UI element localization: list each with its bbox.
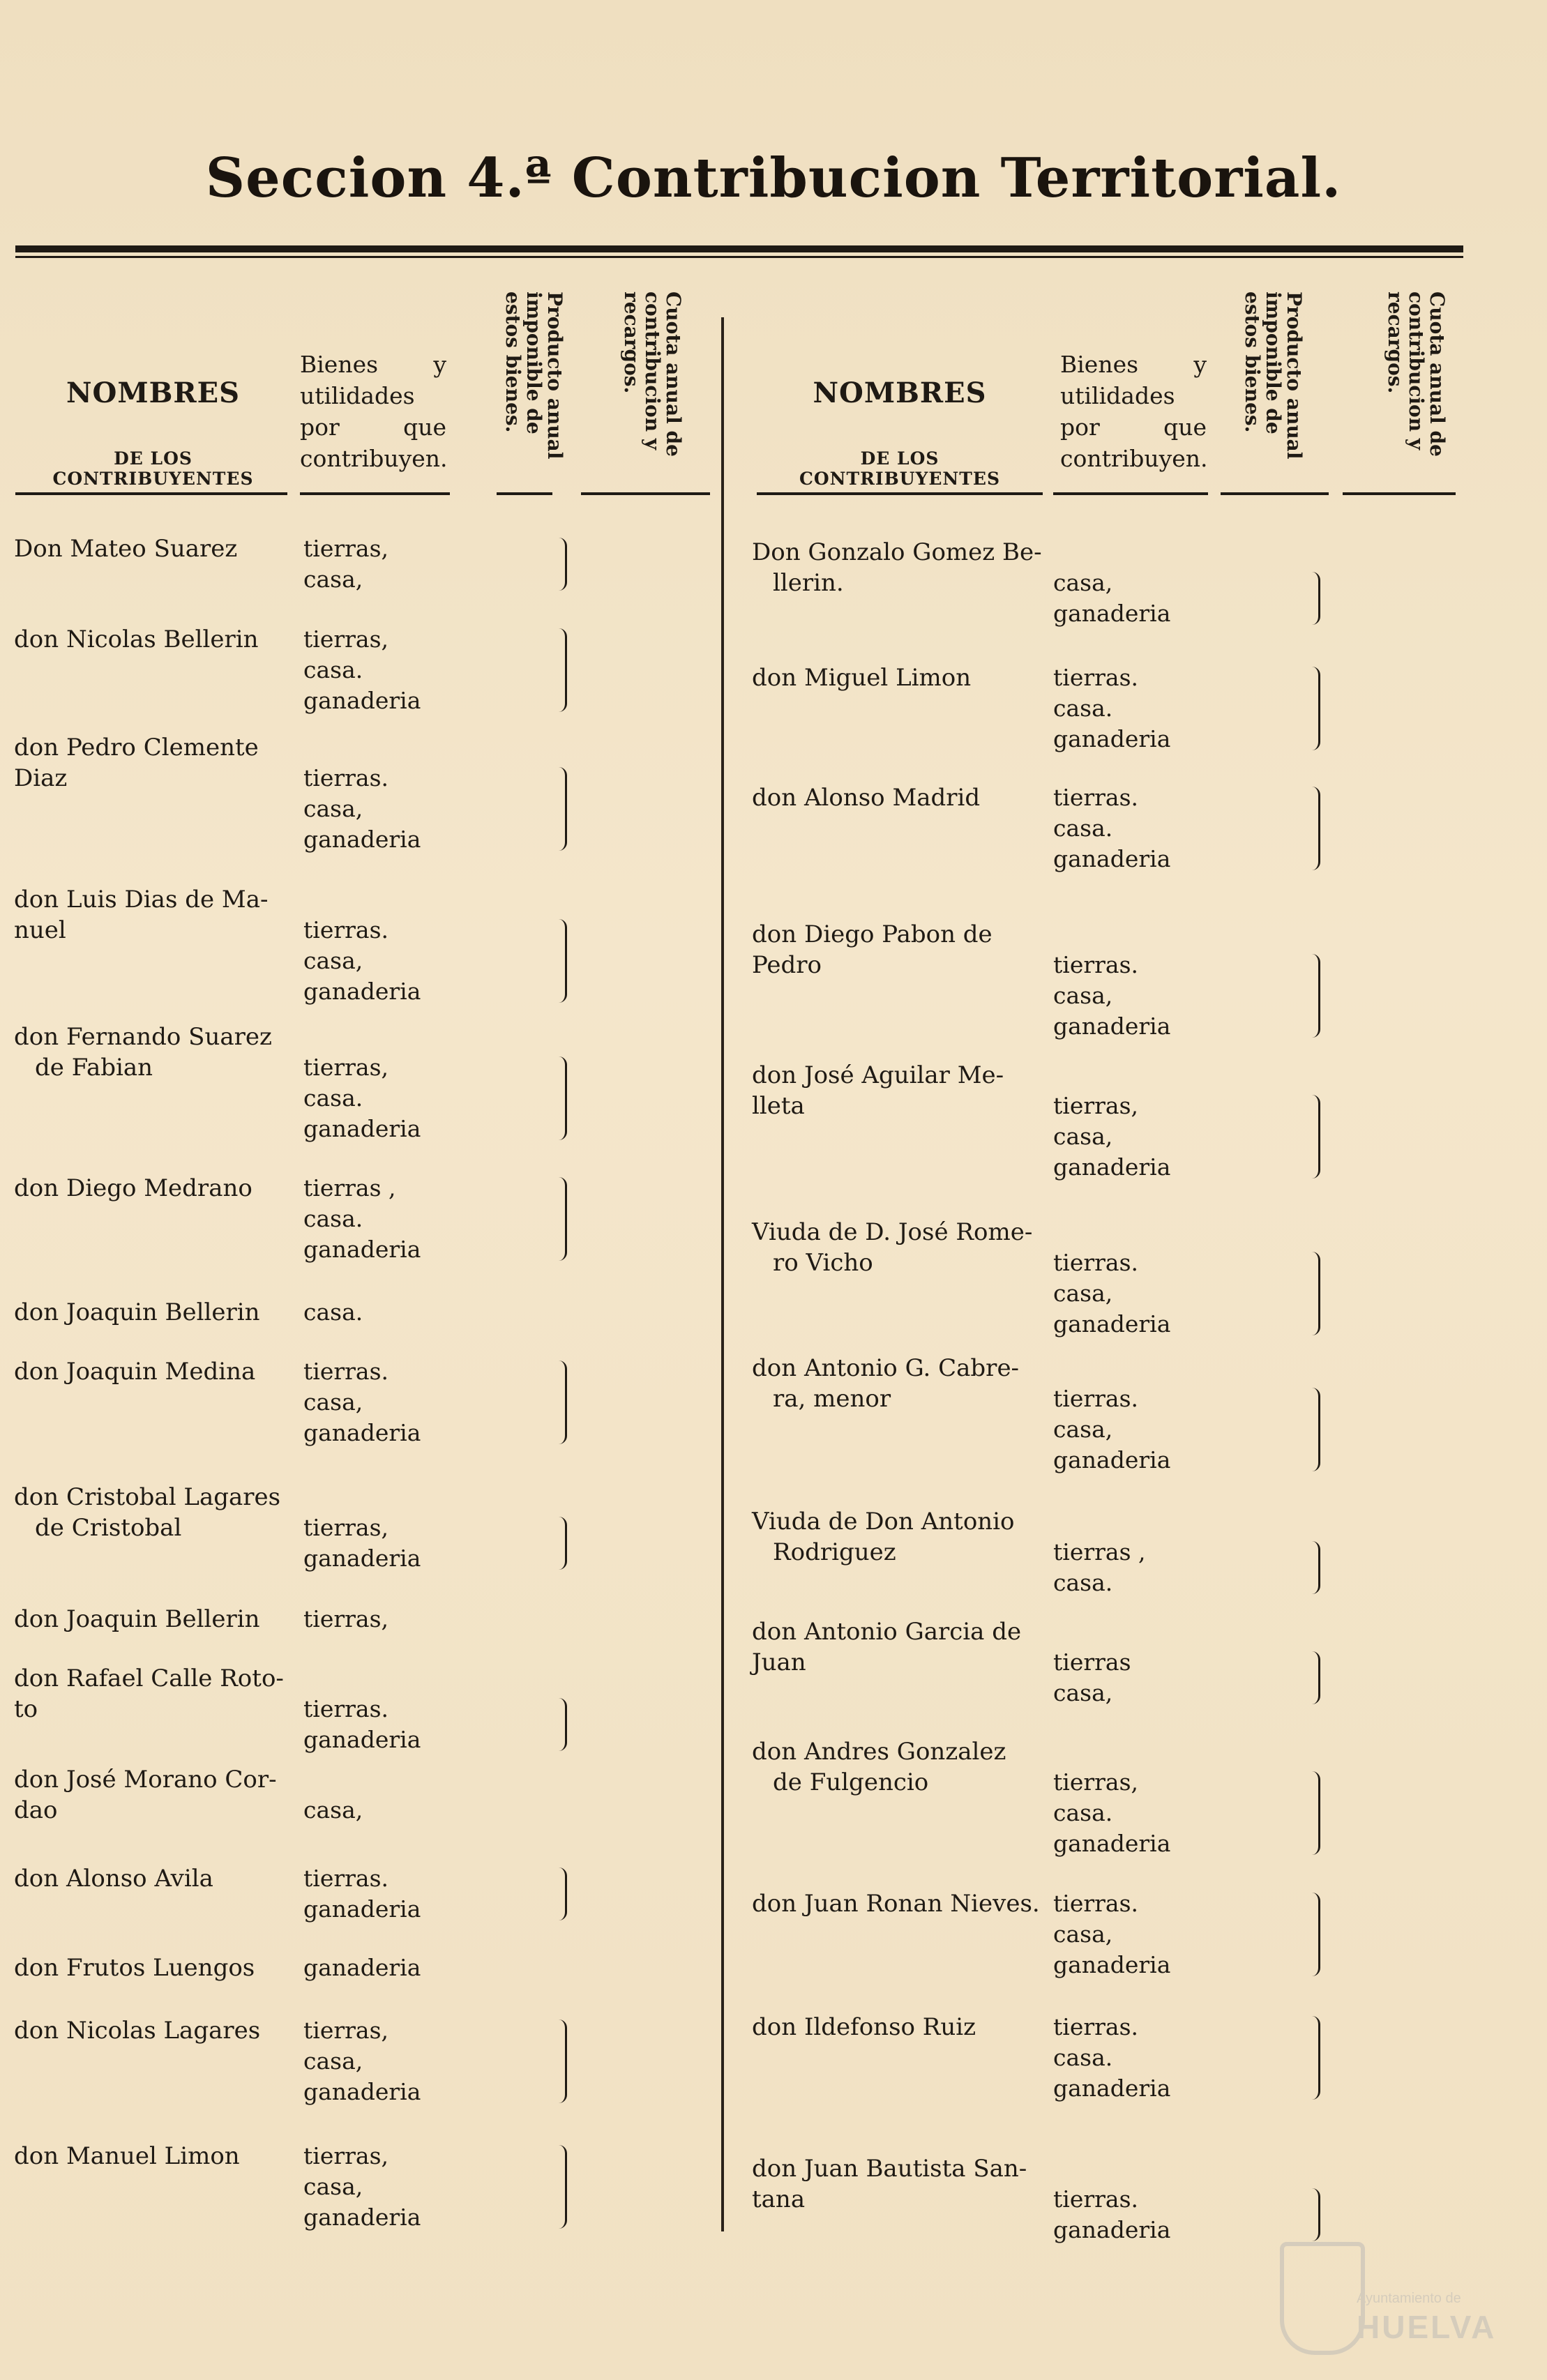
property-type: tierras. bbox=[1053, 2185, 1138, 2213]
taxpayer-name-line1: don Nicolas Lagares bbox=[14, 2017, 261, 2045]
property-list bbox=[303, 1694, 421, 1755]
property-type: ganaderia bbox=[1053, 600, 1171, 627]
property-list bbox=[1053, 1384, 1170, 1476]
taxpayer-name-line2: tana bbox=[752, 2185, 806, 2213]
taxpayer-name-line1: don Nicolas Bellerin bbox=[14, 626, 259, 653]
taxpayer-name bbox=[14, 884, 293, 946]
property-type: casa. bbox=[303, 1084, 363, 1112]
grouping-brace bbox=[1311, 1252, 1320, 1335]
left-header-names: NOMBRES bbox=[66, 377, 241, 409]
property-type: tierras bbox=[1053, 1648, 1131, 1676]
taxpayer-name-line1: don Antonio G. Cabre- bbox=[752, 1354, 1020, 1382]
right-header-names: NOMBRES bbox=[813, 377, 987, 409]
taxpayer-name bbox=[752, 1736, 1045, 1798]
property-type: casa. bbox=[303, 1205, 363, 1232]
library-stamp bbox=[1266, 2242, 1497, 2360]
property-list bbox=[303, 533, 388, 595]
column-divider bbox=[721, 317, 724, 2231]
grouping-brace bbox=[558, 919, 567, 1003]
taxpayer-name bbox=[14, 624, 293, 655]
grouping-brace bbox=[1311, 1893, 1320, 1976]
title-rule-thin bbox=[15, 256, 1463, 258]
taxpayer-name bbox=[752, 662, 1045, 693]
property-type: casa. bbox=[303, 656, 363, 683]
taxpayer-name-line1: Don Gonzalo Gomez Be- bbox=[752, 538, 1042, 566]
taxpayer-name bbox=[752, 1888, 1045, 1919]
taxpayer-name bbox=[14, 1663, 293, 1725]
left-header-names-sub: DE LOS CONTRIBUYENTES bbox=[52, 448, 254, 489]
taxpayer-name-line1: Viuda de D. José Rome- bbox=[752, 1218, 1033, 1246]
property-type: casa, bbox=[303, 2047, 363, 2075]
left-header-cuota: Cuota anual de contribucion y recargos. bbox=[620, 291, 685, 457]
property-type: casa, bbox=[1053, 569, 1113, 596]
grouping-brace bbox=[1311, 2016, 1320, 2100]
taxpayer-name-line1: don Joaquin Bellerin bbox=[14, 1605, 260, 1633]
property-list bbox=[1053, 2184, 1170, 2245]
property-type: tierras, bbox=[303, 626, 388, 653]
stamp-line2: HUELVA bbox=[1357, 2309, 1497, 2345]
grouping-brace bbox=[1311, 1541, 1320, 1594]
taxpayer-name bbox=[14, 1297, 293, 1328]
property-list bbox=[1053, 1767, 1170, 1859]
property-list bbox=[303, 2141, 421, 2233]
taxpayer-name bbox=[752, 1217, 1045, 1278]
property-list bbox=[303, 1297, 363, 1328]
property-type: ganaderia bbox=[303, 1895, 421, 1923]
taxpayer-name-line2: dao bbox=[14, 1796, 58, 1824]
taxpayer-name-line1: don Cristobal Lagares bbox=[14, 1483, 281, 1511]
taxpayer-name-line1: don Pedro Clemente bbox=[14, 734, 259, 761]
property-type: casa, bbox=[1053, 1280, 1113, 1307]
taxpayer-name bbox=[752, 782, 1045, 813]
taxpayer-name-line1: don Fernando Suarez bbox=[14, 1023, 272, 1051]
property-list bbox=[1053, 1888, 1170, 1980]
property-list bbox=[303, 1795, 363, 1826]
grouping-brace bbox=[558, 1698, 567, 1751]
stamp-line1: Ayuntamiento de bbox=[1357, 2291, 1461, 2306]
property-type: ganaderia bbox=[303, 2204, 421, 2231]
property-type: tierras, bbox=[1053, 1768, 1138, 1796]
property-list bbox=[303, 1513, 421, 1574]
taxpayer-name bbox=[14, 1764, 293, 1826]
left-header-rule bbox=[581, 492, 710, 495]
taxpayer-name-line1: don Miguel Limon bbox=[752, 664, 972, 692]
taxpayer-name-line1: don Juan Bautista San- bbox=[752, 2155, 1027, 2183]
property-list bbox=[1053, 2012, 1170, 2104]
grouping-brace bbox=[1311, 2188, 1320, 2241]
property-type: casa. bbox=[1053, 1569, 1113, 1596]
taxpayer-name-line1: don Manuel Limon bbox=[14, 2142, 240, 2170]
taxpayer-name-line2: Rodriguez bbox=[773, 1538, 896, 1566]
grouping-brace bbox=[1311, 954, 1320, 1038]
taxpayer-name bbox=[752, 1616, 1045, 1678]
taxpayer-name-line1: Viuda de Don Antonio bbox=[752, 1508, 1015, 1536]
property-type: ganaderia bbox=[303, 1954, 421, 1981]
taxpayer-name bbox=[14, 1022, 293, 1083]
taxpayer-name bbox=[752, 2153, 1045, 2215]
property-type: casa, bbox=[303, 1388, 363, 1416]
grouping-brace bbox=[1311, 667, 1320, 750]
taxpayer-name bbox=[14, 533, 293, 564]
right-header-rule bbox=[1221, 492, 1329, 495]
property-type: ganaderia bbox=[1053, 1153, 1171, 1181]
taxpayer-name-line1: don José Morano Cor- bbox=[14, 1766, 277, 1794]
taxpayer-name bbox=[14, 1356, 293, 1387]
property-list bbox=[1053, 1647, 1131, 1708]
right-header-producto: Producto anual imponible de estos bienes. bbox=[1241, 291, 1306, 460]
property-type: ganaderia bbox=[1053, 1446, 1171, 1473]
taxpayer-name bbox=[14, 2015, 293, 2046]
taxpayer-name-line2: to bbox=[14, 1695, 38, 1723]
property-type: ganaderia bbox=[1053, 2216, 1171, 2243]
property-type: ganaderia bbox=[303, 687, 421, 714]
taxpayer-name-line2: lleta bbox=[752, 1092, 805, 1120]
right-header-rule bbox=[757, 492, 1043, 495]
taxpayer-name bbox=[14, 1604, 293, 1635]
taxpayer-name-line2: nuel bbox=[14, 916, 66, 944]
property-type: tierras, bbox=[1053, 1092, 1138, 1119]
property-type: tierras. bbox=[303, 1358, 388, 1385]
taxpayer-name bbox=[14, 2141, 293, 2171]
property-list bbox=[303, 1173, 421, 1265]
title-rule-thick bbox=[15, 245, 1463, 252]
property-type: casa. bbox=[1053, 695, 1113, 722]
property-type: tierras. bbox=[1053, 1249, 1138, 1276]
property-type: tierras. bbox=[303, 1865, 388, 1892]
property-type: casa. bbox=[1053, 1799, 1113, 1826]
taxpayer-name bbox=[14, 1482, 293, 1543]
property-type: tierras , bbox=[1053, 1538, 1146, 1566]
property-type: ganaderia bbox=[303, 826, 421, 853]
taxpayer-name-line2: Juan bbox=[752, 1648, 806, 1676]
taxpayer-name bbox=[752, 1060, 1045, 1121]
taxpayer-name-line2: de Cristobal bbox=[35, 1514, 182, 1542]
property-type: tierras , bbox=[303, 1174, 396, 1202]
left-header-bienes: Bienes y utilidades por que contribuyen. bbox=[300, 351, 448, 472]
property-type: ganaderia bbox=[1053, 1310, 1171, 1337]
property-type: casa, bbox=[1053, 1416, 1113, 1443]
property-type: tierras, bbox=[303, 1514, 388, 1541]
taxpayer-name-line2: de Fulgencio bbox=[773, 1768, 929, 1796]
property-type: ganaderia bbox=[1053, 725, 1171, 752]
property-type: tierras. bbox=[303, 916, 388, 943]
right-header-names-sub: DE LOS CONTRIBUYENTES bbox=[799, 448, 1000, 489]
taxpayer-name-line1: don Joaquin Medina bbox=[14, 1358, 256, 1386]
property-type: tierras, bbox=[303, 1605, 388, 1632]
taxpayer-name-line1: don Luis Dias de Ma- bbox=[14, 886, 269, 914]
property-type: ganaderia bbox=[303, 978, 421, 1005]
left-header-rule bbox=[300, 492, 450, 495]
property-type: ganaderia bbox=[303, 2078, 421, 2105]
property-type: tierras. bbox=[1053, 951, 1138, 978]
property-list bbox=[1053, 1248, 1170, 1340]
property-type: tierras. bbox=[303, 764, 388, 791]
grouping-brace bbox=[1311, 1095, 1320, 1178]
property-list bbox=[303, 624, 421, 716]
taxpayer-name-line1: don Juan Ronan Nieves. bbox=[752, 1890, 1040, 1918]
grouping-brace bbox=[1311, 1771, 1320, 1855]
right-header-bienes: Bienes y utilidades por que contribuyen. bbox=[1060, 351, 1208, 472]
taxpayer-name bbox=[14, 732, 293, 794]
taxpayer-name-line1: don Antonio Garcia de bbox=[752, 1618, 1022, 1646]
grouping-brace bbox=[1311, 1388, 1320, 1471]
property-list bbox=[303, 763, 421, 855]
grouping-brace bbox=[558, 1517, 567, 1570]
grouping-brace bbox=[558, 1360, 567, 1444]
property-list bbox=[303, 1604, 388, 1635]
property-list bbox=[1053, 1537, 1145, 1598]
property-type: tierras. bbox=[1053, 1385, 1138, 1412]
property-type: casa, bbox=[1053, 982, 1113, 1009]
property-list bbox=[303, 1356, 421, 1448]
property-type: casa. bbox=[1053, 2044, 1113, 2071]
taxpayer-name bbox=[752, 2012, 1045, 2042]
property-list bbox=[1053, 568, 1170, 629]
property-type: casa, bbox=[303, 2173, 363, 2200]
taxpayer-name bbox=[14, 1863, 293, 1894]
property-type: tierras, bbox=[303, 2017, 388, 2044]
taxpayer-name-line2: ra, menor bbox=[773, 1385, 891, 1413]
taxpayer-name bbox=[752, 1506, 1045, 1568]
property-type: ganaderia bbox=[1053, 2075, 1171, 2102]
property-type: casa, bbox=[1053, 1920, 1113, 1948]
property-type: tierras. bbox=[1053, 784, 1138, 811]
left-header-rule bbox=[15, 492, 287, 495]
property-type: ganaderia bbox=[303, 1726, 421, 1753]
property-type: casa, bbox=[303, 795, 363, 822]
grouping-brace bbox=[558, 1867, 567, 1920]
property-type: ganaderia bbox=[1053, 1830, 1171, 1857]
coat-of-arms-icon bbox=[1280, 2242, 1365, 2355]
grouping-brace bbox=[558, 628, 567, 712]
property-type: casa, bbox=[1053, 1123, 1113, 1150]
property-type: ganaderia bbox=[303, 1236, 421, 1263]
taxpayer-name bbox=[752, 919, 1045, 980]
property-type: tierras, bbox=[303, 535, 388, 562]
property-type: ganaderia bbox=[1053, 1013, 1171, 1040]
property-type: tierras. bbox=[1053, 664, 1138, 691]
taxpayer-name-line2: de Fabian bbox=[35, 1054, 153, 1082]
property-type: casa, bbox=[303, 566, 363, 593]
grouping-brace bbox=[558, 1177, 567, 1261]
property-list bbox=[303, 2015, 421, 2107]
taxpayer-name-line1: don Diego Medrano bbox=[14, 1174, 252, 1202]
taxpayer-name bbox=[14, 1173, 293, 1204]
taxpayer-name-line1: don Joaquin Bellerin bbox=[14, 1298, 260, 1326]
property-type: casa. bbox=[303, 1298, 363, 1326]
taxpayer-name-line1: don Andres Gonzalez bbox=[752, 1738, 1006, 1766]
property-type: ganaderia bbox=[303, 1545, 421, 1572]
property-type: tierras. bbox=[1053, 1890, 1138, 1917]
page-title: Seccion 4.ª Contribucion Territorial. bbox=[205, 146, 1342, 210]
property-type: ganaderia bbox=[303, 1419, 421, 1446]
grouping-brace bbox=[1311, 1651, 1320, 1704]
grouping-brace bbox=[1311, 572, 1320, 625]
property-type: tierras. bbox=[303, 1695, 388, 1722]
grouping-brace bbox=[1311, 787, 1320, 870]
right-header-cuota: Cuota anual de contribucion y recargos. bbox=[1384, 291, 1449, 457]
grouping-brace bbox=[558, 767, 567, 851]
left-header-rule bbox=[497, 492, 552, 495]
property-type: ganaderia bbox=[303, 1115, 421, 1142]
taxpayer-name-line1: don Ildefonso Ruiz bbox=[752, 2013, 976, 2041]
left-header-producto: Producto anual imponible de estos bienes. bbox=[501, 291, 566, 460]
taxpayer-name-line2: llerin. bbox=[773, 569, 844, 597]
property-list bbox=[303, 1052, 421, 1144]
property-type: casa, bbox=[303, 1796, 363, 1824]
right-header-rule bbox=[1343, 492, 1456, 495]
property-type: tierras, bbox=[303, 2142, 388, 2169]
taxpayer-name-line1: don José Aguilar Me- bbox=[752, 1061, 1004, 1089]
property-list bbox=[303, 915, 421, 1007]
taxpayer-name-line1: don Frutos Luengos bbox=[14, 1954, 255, 1982]
property-list bbox=[1053, 782, 1170, 874]
grouping-brace bbox=[558, 2145, 567, 2229]
property-list bbox=[1053, 662, 1170, 755]
property-list bbox=[303, 1863, 421, 1925]
property-list bbox=[1053, 1091, 1170, 1183]
property-type: ganaderia bbox=[1053, 1951, 1171, 1978]
property-type: ganaderia bbox=[1053, 845, 1171, 872]
grouping-brace bbox=[558, 2019, 567, 2103]
taxpayer-name-line1: Don Mateo Suarez bbox=[14, 535, 238, 563]
right-header-rule bbox=[1053, 492, 1208, 495]
property-list bbox=[1053, 950, 1170, 1042]
taxpayer-name bbox=[752, 1353, 1045, 1414]
property-type: tierras. bbox=[1053, 2013, 1138, 2040]
taxpayer-name-line2: ro Vicho bbox=[773, 1249, 873, 1277]
property-type: casa. bbox=[1053, 814, 1113, 842]
property-list bbox=[303, 1953, 421, 1983]
property-type: tierras, bbox=[303, 1054, 388, 1081]
taxpayer-name bbox=[14, 1953, 293, 1983]
taxpayer-name bbox=[752, 537, 1045, 598]
grouping-brace bbox=[558, 538, 567, 591]
taxpayer-name-line2: Pedro bbox=[752, 951, 822, 979]
grouping-brace bbox=[558, 1056, 567, 1140]
taxpayer-name-line2: Diaz bbox=[14, 764, 68, 792]
taxpayer-name-line1: don Alonso Madrid bbox=[752, 784, 981, 812]
property-type: casa, bbox=[303, 947, 363, 974]
taxpayer-name-line1: don Diego Pabon de bbox=[752, 920, 993, 948]
taxpayer-name-line1: don Alonso Avila bbox=[14, 1865, 213, 1893]
property-type: casa, bbox=[1053, 1679, 1113, 1706]
taxpayer-name-line1: don Rafael Calle Roto- bbox=[14, 1665, 284, 1692]
